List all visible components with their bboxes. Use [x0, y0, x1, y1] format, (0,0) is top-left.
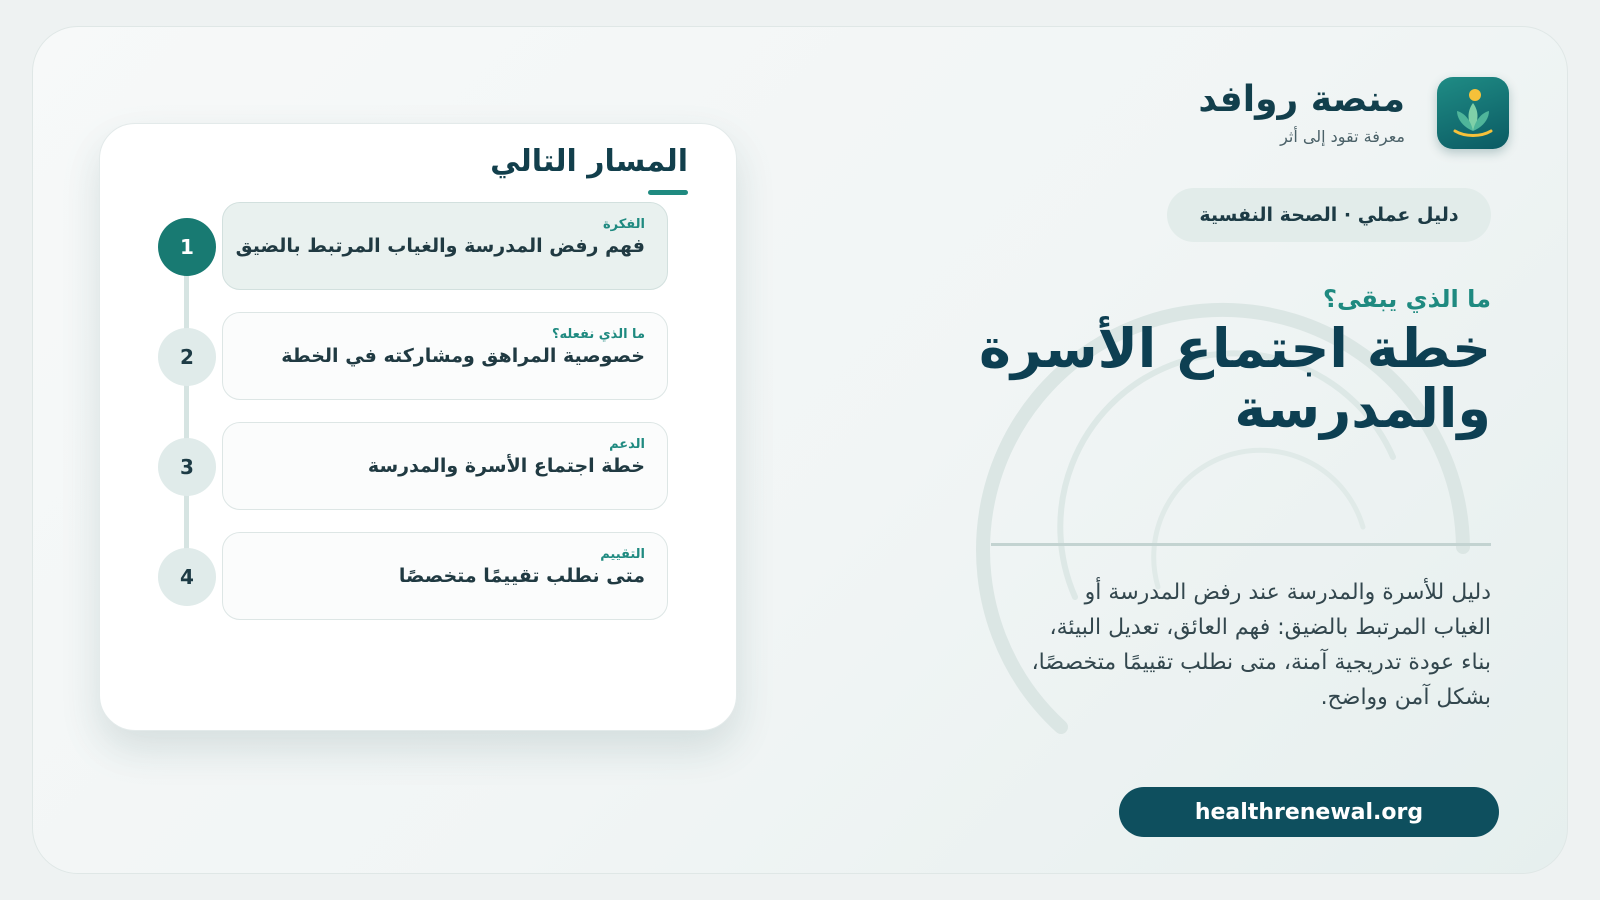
step-text: خصوصية المراهق ومشاركته في الخطة — [281, 345, 645, 367]
description-text: دليل للأسرة والمدرسة عند رفض المدرسة أو الغياب المرتبط بالضيق: فهم العائق، تعديل البيئة، بناء عودة تدريجية آمنة، متى نطلب تقييمًا متخصصًا، بشكل آمن وواضح. — [1031, 580, 1491, 710]
step-number-badge: 1 — [158, 218, 216, 276]
step-item[interactable] — [100, 202, 738, 292]
step-label: الفكرة — [602, 217, 645, 232]
step-number-badge: 4 — [158, 548, 216, 606]
brand-name: منصة روافد — [1198, 79, 1405, 120]
website-link[interactable]: healthrenewal.org — [1119, 787, 1499, 837]
step-box[interactable] — [222, 422, 668, 510]
step-item[interactable] — [100, 532, 738, 622]
step-item[interactable] — [100, 422, 738, 512]
step-box[interactable] — [222, 202, 668, 290]
step-text: خطة اجتماع الأسرة والمدرسة — [367, 455, 645, 477]
step-item[interactable] — [100, 312, 738, 402]
slide-frame — [32, 26, 1568, 874]
title-underline — [648, 190, 688, 195]
card-title: المسار التالي — [490, 144, 688, 179]
step-number-badge: 2 — [158, 328, 216, 386]
brand-tagline: معرفة تقود إلى أثر — [1280, 127, 1405, 146]
kicker-question: ما الذي يبقى؟ — [1323, 285, 1491, 313]
brand-block — [989, 77, 1509, 151]
step-label: ما الذي نفعله؟ — [551, 327, 645, 342]
step-label: الدعم — [609, 437, 645, 452]
path-card — [99, 123, 737, 731]
step-box[interactable] — [222, 532, 668, 620]
category-pill: دليل عملي · الصحة النفسية — [1167, 188, 1491, 242]
step-label: التقييم — [600, 547, 645, 562]
step-text: فهم رفض المدرسة والغياب المرتبط بالضيق — [235, 235, 645, 257]
step-number-badge: 3 — [158, 438, 216, 496]
step-box[interactable] — [222, 312, 668, 400]
lotus-logo-icon — [1437, 77, 1509, 149]
page-title: خطة اجتماع الأسرة والمدرسة — [979, 317, 1491, 440]
step-text: متى نطلب تقييمًا متخصصًا — [398, 565, 645, 587]
divider — [991, 543, 1491, 546]
